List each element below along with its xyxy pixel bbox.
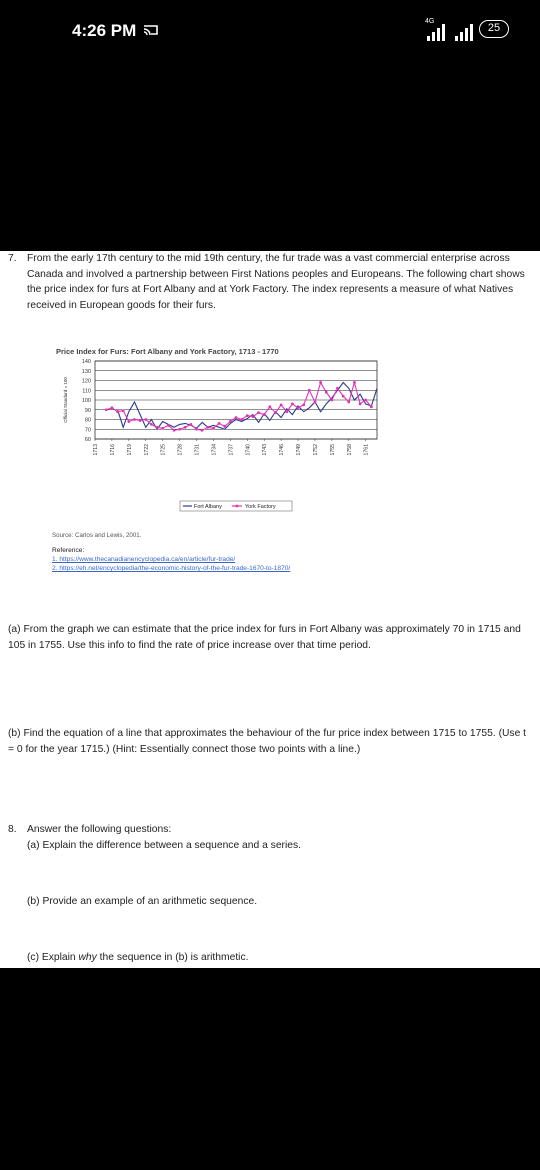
data-point bbox=[167, 424, 170, 427]
chart-source: Source: Carlos and Lewis, 2001. bbox=[52, 532, 142, 539]
data-point bbox=[274, 411, 277, 414]
data-point bbox=[336, 387, 339, 390]
status-bar bbox=[0, 0, 540, 60]
data-point bbox=[359, 403, 362, 406]
data-point bbox=[347, 401, 350, 404]
data-point bbox=[257, 411, 260, 414]
data-point bbox=[319, 381, 322, 384]
x-tick-label: 1746 bbox=[279, 444, 286, 456]
reference-heading: Reference: bbox=[52, 547, 85, 554]
clock: 4:26 PM bbox=[72, 21, 137, 40]
data-point bbox=[297, 406, 300, 409]
y-tick-label: 80 bbox=[84, 417, 91, 424]
y-tick-label: 70 bbox=[84, 427, 91, 434]
x-tick-label: 1728 bbox=[177, 444, 184, 456]
data-point bbox=[133, 418, 136, 421]
x-tick-label: 1716 bbox=[109, 444, 116, 456]
data-point bbox=[223, 425, 226, 428]
data-point bbox=[206, 426, 209, 429]
x-tick-label: 1755 bbox=[329, 444, 336, 456]
data-point bbox=[263, 413, 266, 416]
fur-price-chart bbox=[52, 353, 382, 523]
data-point bbox=[144, 418, 147, 421]
reference-item[interactable] bbox=[52, 564, 290, 573]
data-point bbox=[189, 423, 192, 426]
data-point bbox=[285, 410, 288, 413]
reference-block bbox=[52, 546, 290, 573]
y-tick-label: 60 bbox=[84, 437, 91, 443]
data-point bbox=[116, 410, 119, 413]
document-page bbox=[0, 251, 540, 968]
legend-label: Fort Albany bbox=[194, 504, 222, 510]
question-8b: (b) Provide an example of an arithmetic sequence. bbox=[27, 896, 258, 907]
y-axis-label: Official Standard = 100 bbox=[63, 377, 68, 423]
data-point bbox=[370, 405, 373, 408]
reference-link[interactable]: 2. https://eh.net/encyclopedia/the-economic-history-of-the-fur-trade-1670-to-1870/ bbox=[52, 565, 291, 572]
data-point bbox=[235, 416, 238, 419]
data-point bbox=[308, 389, 311, 392]
data-point bbox=[212, 427, 215, 430]
data-point bbox=[353, 381, 356, 384]
y-tick-label: 120 bbox=[81, 378, 91, 385]
y-tick-label: 90 bbox=[84, 407, 91, 414]
data-point bbox=[268, 405, 271, 408]
question-8c bbox=[27, 950, 540, 966]
x-tick-label: 1752 bbox=[312, 444, 319, 456]
x-tick-label: 1740 bbox=[245, 444, 252, 456]
x-tick-label: 1731 bbox=[194, 444, 201, 456]
legend-label: York Factory bbox=[245, 504, 276, 510]
data-point bbox=[342, 395, 345, 398]
data-point bbox=[330, 399, 333, 402]
y-tick-label: 100 bbox=[81, 398, 91, 404]
data-point bbox=[127, 420, 130, 423]
reference-link[interactable]: 1. https://www.thecanadianencyclopedia.ca/en/article/fur-trade/ bbox=[52, 556, 236, 563]
data-point bbox=[325, 391, 328, 394]
data-point bbox=[156, 426, 159, 429]
question-7b: (b) Find the equation of a line that approximates the behaviour of the fur price index between 1715 to 1755. (Use t = 0 for the year 1715.) (Hint: Essentially connect those two points with a line.) bbox=[8, 728, 527, 755]
question-emphasis: why bbox=[78, 952, 97, 963]
data-point bbox=[229, 420, 232, 423]
x-tick-label: 1734 bbox=[211, 444, 218, 456]
y-tick-label: 130 bbox=[81, 368, 91, 375]
data-point bbox=[105, 408, 108, 411]
question-number: 7. bbox=[8, 253, 17, 264]
question-7a: (a) From the graph we can estimate that the price index for furs in Fort Albany was approximately 70 in 1715 and 105 in 1755. Use this info to find the rate of price increase over that time period. bbox=[8, 624, 521, 651]
question-text: (c) Explain bbox=[27, 952, 79, 963]
cast-icon bbox=[143, 24, 158, 36]
data-point bbox=[173, 429, 176, 432]
signal-icons bbox=[423, 17, 473, 41]
x-tick-label: 1758 bbox=[346, 444, 353, 456]
x-tick-label: 1719 bbox=[126, 444, 133, 456]
chart-title: Price Index for Furs: Fort Albany and York Factory, 1713 - 1770 bbox=[56, 347, 279, 356]
data-point bbox=[161, 427, 164, 430]
series-line bbox=[106, 383, 371, 431]
network-type: 4G bbox=[425, 18, 435, 25]
data-point bbox=[291, 403, 294, 406]
data-point bbox=[314, 401, 317, 404]
data-point bbox=[139, 419, 142, 422]
question-8a: (a) Explain the difference between a sequence and a series. bbox=[27, 840, 301, 851]
x-tick-label: 1725 bbox=[160, 444, 167, 456]
question-number: 8. bbox=[8, 824, 17, 835]
data-point bbox=[218, 422, 221, 425]
data-point bbox=[246, 414, 249, 417]
y-tick-label: 110 bbox=[82, 388, 91, 395]
question-8 bbox=[8, 822, 528, 838]
data-point bbox=[201, 429, 204, 432]
battery-level: 25 bbox=[487, 22, 501, 34]
question-text: From the early 17th century to the mid 19th century, the fur trade was a vast commercial enterprise across Canada and involved a partnership between First Nations peoples and Europeans. The following chart shows the price index for furs at Fort Albany and at York Factory. The index represents a measure of what Natives received in European goods for their furs. bbox=[27, 253, 525, 311]
y-tick-label: 140 bbox=[81, 359, 91, 365]
legend-marker bbox=[236, 505, 239, 508]
x-tick-label: 1749 bbox=[296, 444, 303, 456]
data-point bbox=[178, 428, 181, 431]
signal-strength-icon bbox=[455, 23, 473, 41]
x-tick-label: 1722 bbox=[143, 444, 150, 456]
data-point bbox=[111, 406, 114, 409]
data-point bbox=[240, 418, 243, 421]
x-tick-label: 1713 bbox=[93, 444, 99, 456]
x-tick-label: 1761 bbox=[363, 444, 370, 456]
data-point bbox=[150, 423, 153, 426]
data-point bbox=[195, 428, 198, 431]
reference-item[interactable] bbox=[52, 555, 290, 564]
bottom-black-area bbox=[0, 968, 540, 1170]
x-tick-label: 1737 bbox=[228, 444, 235, 456]
data-point bbox=[252, 415, 255, 418]
data-point bbox=[302, 403, 305, 406]
question-text: the sequence in (b) is arithmetic. bbox=[96, 952, 249, 963]
data-point bbox=[364, 399, 367, 402]
signal-strength-icon bbox=[427, 23, 445, 41]
data-point bbox=[122, 409, 125, 412]
data-point bbox=[280, 403, 283, 406]
data-point bbox=[184, 426, 187, 429]
x-tick-label: 1743 bbox=[262, 444, 269, 456]
battery-icon bbox=[479, 20, 509, 38]
question-intro: Answer the following questions: bbox=[27, 824, 172, 835]
